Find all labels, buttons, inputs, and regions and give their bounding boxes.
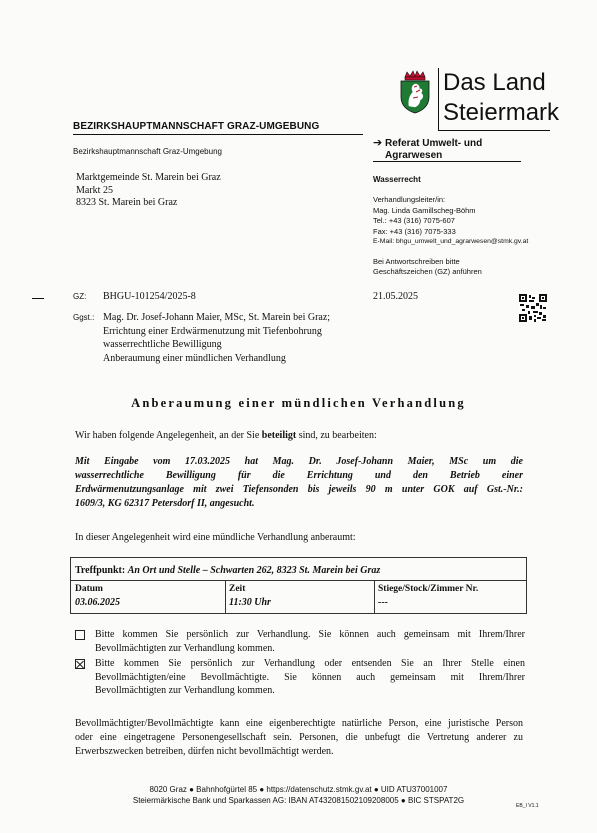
submission-line1: Mit Eingabe vom 17.03.2025 hat Mag. Dr. Josef-Johann Maier, MSc um die (75, 456, 523, 467)
submission-line2: wasserrechtliche Bewilligung für die Errichtung und den Betrieb einer (75, 470, 523, 481)
coat-of-arms-icon (398, 70, 432, 114)
meeting-place-row (71, 558, 526, 581)
option-representative-checkbox[interactable] (75, 659, 85, 669)
subject-block (103, 311, 330, 365)
recipient-line2: Markt 25 (76, 184, 113, 196)
fold-mark (32, 298, 44, 299)
time-value: 11:30 Uhr (229, 597, 271, 608)
intro-bold: beteiligt (261, 430, 297, 441)
option-personal-checkbox[interactable] (75, 630, 85, 640)
date-label: Datum (75, 584, 103, 594)
gz-label: GZ: (73, 292, 87, 301)
representative-line3: Erwerbszwecken betreiben, dürfen nicht bevollmächtigt werden. (75, 746, 334, 757)
intro-before: Wir haben folgende Angelegenheit, an der Sie (75, 430, 262, 441)
referat-line1: Referat Umwelt- und (385, 138, 483, 149)
subject-line1: Mag. Dr. Josef-Johann Maier, MSc, St. Marein bei Graz; (103, 312, 331, 323)
recipient-address (76, 172, 221, 210)
form-code: EB_I V1.1 (516, 803, 539, 809)
announce-text: In dieser Angelegenheit wird eine mündliche Verhandlung anberaumt: (75, 532, 356, 543)
email-link[interactable]: E-Mail: bhgu_umwelt_und_agrarwesen@stmk.gv.at (373, 238, 529, 245)
phone: Tel.: +43 (316) 7075-607 (373, 216, 455, 225)
arrow-icon: ➔ (373, 137, 383, 149)
submission-paragraph (75, 455, 523, 511)
submission-line3: Erdwärmenutzungsanlage mit zwei Tiefensonden bis jeweils 90 m unter GOK auf Gst.-Nr.: (75, 484, 523, 495)
letter-date: 21.05.2025 (373, 291, 418, 302)
footer-address: 8020 Graz ● Bahnhofgürtel 85 ● https://datenschutz.stmk.gv.at ● UID ATU37001007 (149, 785, 448, 794)
gz-value: BHGU-101254/2025-8 (103, 291, 196, 302)
subject-line2: Errichtung einer Erdwärmenutzung mit Tiefenbohrung (103, 325, 322, 337)
subject-line4: Anberaumung einer mündlichen Verhandlung (103, 352, 286, 364)
logo-text-line1: Das Land (443, 69, 546, 96)
fax: Fax: +43 (316) 7075-333 (373, 226, 456, 236)
option-personal-line1: Bitte kommen Sie persönlich zur Verhandlung. Sie können auch gemeinsam mit Ihrem/Ihrer (95, 629, 525, 640)
option-representative-line3: Bevollmächtigten zur Verhandlung kommen. (95, 685, 275, 696)
contact-block (373, 195, 528, 248)
authority-divider (73, 134, 363, 135)
recipient-line1: Marktgemeinde St. Marein bei Graz (76, 172, 221, 183)
intro-text (75, 430, 377, 441)
referat-line2: Agrarwesen (385, 150, 443, 161)
time-label: Zeit (229, 584, 246, 594)
representative-paragraph (75, 717, 523, 759)
option-representative-line1: Bitte kommen Sie persönlich zur Verhandlung oder entsenden Sie an Ihrer Stelle einen (95, 658, 525, 669)
room-label: Stiege/Stock/Zimmer Nr. (378, 584, 479, 594)
reply-note-line2: Geschäftszeichen (GZ) anführen (373, 267, 482, 276)
document-heading: Anberaumung einer mündlichen Verhandlung (131, 396, 466, 410)
meeting-place-label: Treffpunkt: (75, 565, 126, 576)
date-value: 03.06.2025 (75, 597, 120, 608)
option-representative-line2: Bevollmächtigten/eine Bevollmächtigte. Sie können auch gemeinsam mit Ihrem/Ihrer (95, 671, 525, 683)
submission-line4: 1609/3, KG 62317 Petersdorf II, angesucht. (75, 498, 255, 509)
department-name: Wasserrecht (373, 175, 421, 184)
meeting-place (75, 565, 380, 576)
footer-bank: Steiermärkische Bank und Sparkassen AG: IBAN AT432081502109208005 ● BIC STSPAT2G (132, 796, 465, 805)
representative-line2: oder eine eingetragene Personengesellschaft sein. Personen, die unbefugt die Vertretung anderer zu (75, 732, 523, 743)
logo-text-line2: Steiermark (443, 99, 560, 126)
room-cell (374, 581, 526, 613)
time-cell (225, 581, 375, 613)
leader-name: Mag. Linda Gamillscheg-Böhm (373, 205, 476, 215)
reply-note (373, 257, 482, 277)
authority-name: BEZIRKSHAUPTMANNSCHAFT GRAZ-UMGEBUNG (73, 121, 320, 132)
qr-code-icon (519, 294, 547, 322)
referat-block (373, 137, 482, 162)
subject-label: Ggst.: (73, 313, 95, 322)
meeting-table (70, 557, 527, 614)
reply-note-line1: Bei Antwortschreiben bitte (373, 257, 460, 266)
recipient-line3: 8323 St. Marein bei Graz (76, 197, 178, 208)
meeting-place-value: An Ort und Stelle – Schwarten 262, 8323 St. Marein bei Graz (127, 565, 381, 576)
leader-label: Verhandlungsleiter/in: (373, 195, 446, 204)
room-value: --- (378, 597, 388, 608)
option-representative-text (95, 657, 525, 698)
representative-line1: Bevollmächtigter/Bevollmächtigte kann eine eigenberechtigte natürliche Person, eine juristische Person (75, 718, 523, 729)
intro-after: sind, zu bearbeiten: (296, 430, 377, 441)
authority-return-address: Bezirkshauptmannschaft Graz-Umgebung (73, 147, 222, 156)
date-cell (71, 581, 226, 613)
option-personal-line2: Bevollmächtigten zur Verhandlung kommen. (95, 642, 275, 654)
referat-divider (373, 161, 521, 162)
subject-line3: wasserrechtliche Bewilligung (103, 339, 222, 350)
option-personal-text (95, 628, 525, 655)
